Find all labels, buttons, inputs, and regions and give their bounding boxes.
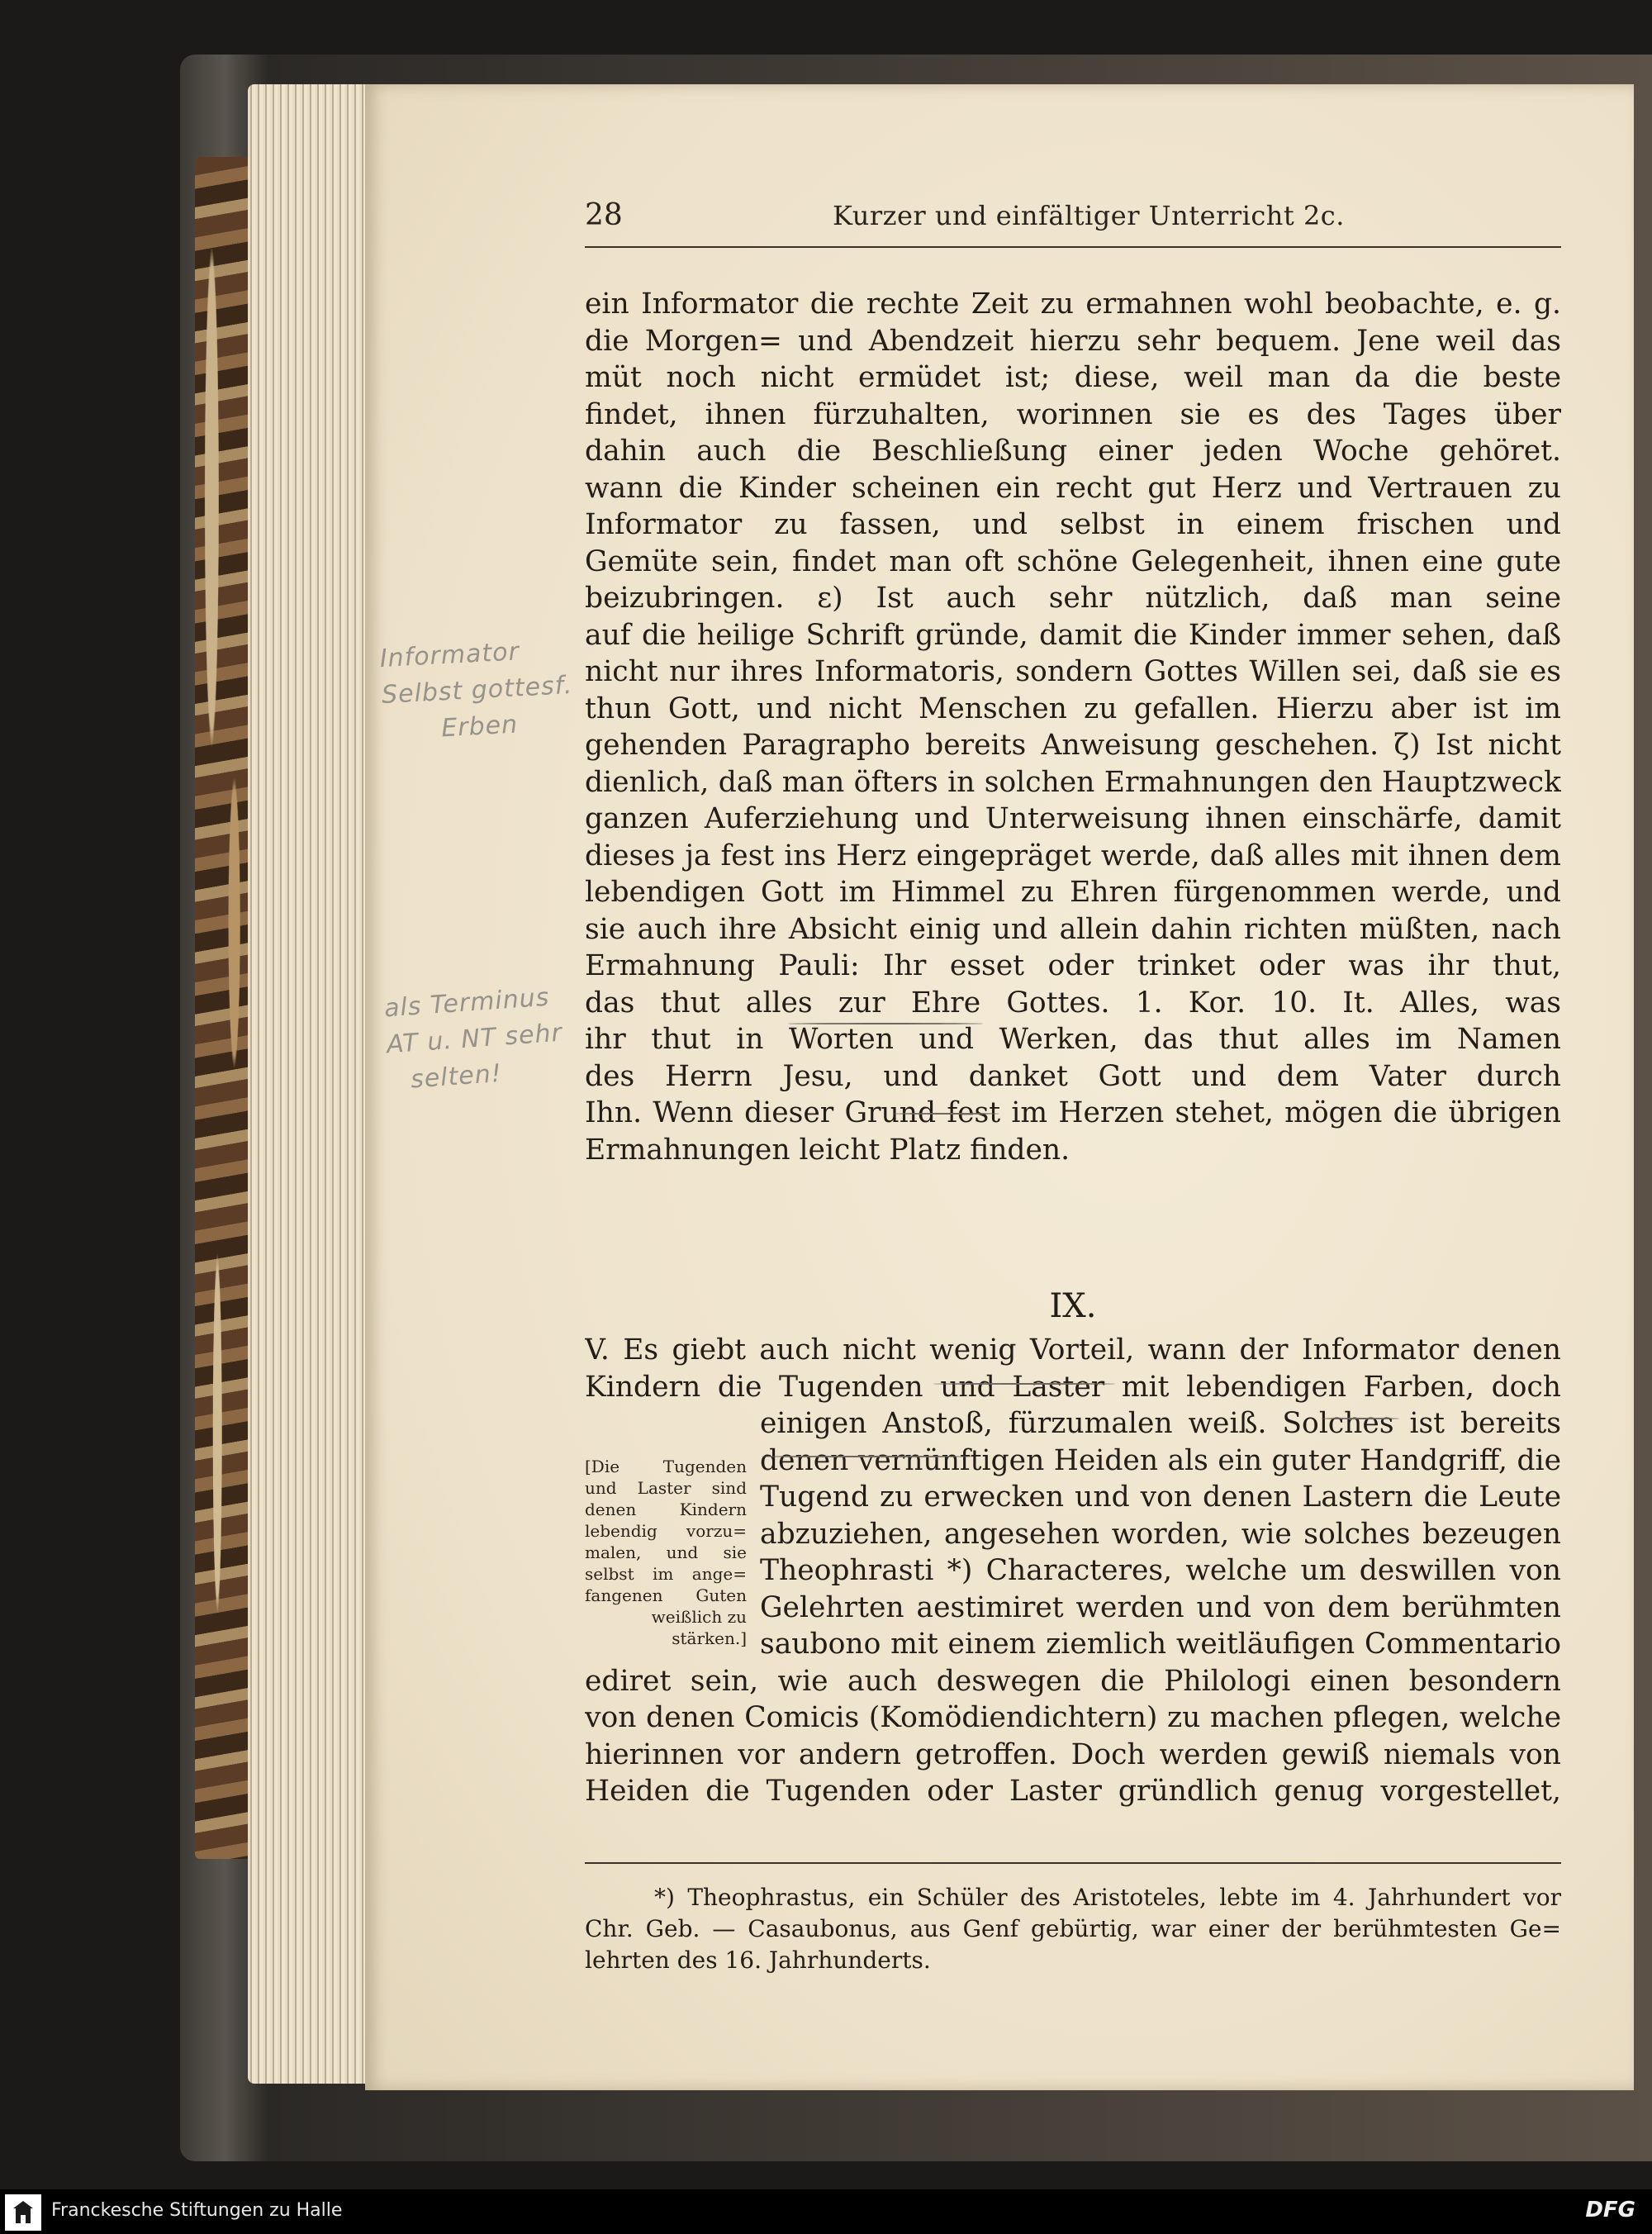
margin-note-line: weißlich zu (651, 1607, 747, 1627)
margin-note (585, 1456, 747, 1649)
text-line: Gelehrten aestimiret werden und von dem berühmten (760, 1590, 1561, 1624)
text-line: Ermahnungen leicht Platz finden. (585, 1133, 1070, 1167)
text-line: müt noch nicht ermüdet ist; diese, weil man da die beste (585, 361, 1561, 394)
text-line: Theophrasti *) Characteres, welche um deswillen von (760, 1554, 1561, 1587)
footnote-rule (585, 1862, 1561, 1864)
running-head: Kurzer und einfältiger Unterricht 2c. (833, 200, 1345, 231)
footnote-line: lehrten des 16. Jahrhunderts. (585, 1946, 931, 1974)
pencil-annotation (379, 631, 576, 750)
text-line: ediret sein, wie auch deswegen die Philologi einen besondern (585, 1664, 1561, 1698)
footnote-line: *) Theophrastus, ein Schüler des Aristoteles, lebte im 4. Jahrhundert vor (654, 1884, 1561, 1911)
pencil-underline (762, 1456, 973, 1457)
text-line: Informator zu fassen, und selbst in einem frischen und (585, 508, 1561, 541)
margin-note-line: [Die Tugenden (585, 1457, 747, 1476)
pencil-line: Selbst gottesf. (381, 670, 574, 711)
marbled-cover-edge (195, 157, 251, 1859)
text-line: einigen Anstoß, fürzumalen weiß. Solches ist bereits (760, 1407, 1561, 1440)
text-line: Heiden die Tugenden oder Laster gründlich genug vorgestellet, (585, 1775, 1561, 1808)
text-line: V. Es giebt auch nicht wenig Vorteil, wann der Informator denen (585, 1333, 1561, 1367)
text-line: saubono mit einem ziemlich weitläufigen Commentario (760, 1628, 1561, 1661)
text-line: hierinnen vor andern getroffen. Doch werden gewiß niemals von (585, 1737, 1561, 1771)
institution-name: Franckesche Stiftungen zu Halle (51, 2200, 343, 2221)
margin-note-line: und Laster sind (585, 1478, 747, 1498)
book-page (365, 84, 1634, 2090)
page-edges (248, 84, 380, 2084)
text-line: ein Informator die rechte Zeit zu ermahnen wohl beobachte, e. g. (585, 288, 1561, 321)
text-line: denen vernünftigen Heiden als ein guter Handgriff, die (760, 1443, 1561, 1477)
building-icon (11, 2198, 36, 2227)
page-number: 28 (585, 198, 623, 232)
margin-note-line: fangenen Guten (585, 1585, 747, 1605)
text-line: ganzen Auferziehung und Unterweisung ihnen einschärfe, damit (585, 802, 1561, 835)
text-line: die Morgen= und Abendzeit hierzu sehr bequem. Jene weil das (585, 324, 1561, 358)
text-line: Gemüte sein, findet man oft schöne Gelegenheit, ihnen eine gute (585, 544, 1561, 578)
text-line: Ihn. Wenn dieser Grund fest im Herzen stehet, mögen die übrigen (585, 1096, 1561, 1129)
pencil-line: Informator (378, 637, 520, 674)
text-line: Ermahnung Pauli: Ihr esset oder trinket oder was ihr thut, (585, 949, 1561, 982)
footnote-line: Chr. Geb. — Casaubonus, aus Genf gebürtig, war einer der berühmtesten Ge= (585, 1915, 1561, 1942)
text-line: nicht nur ihres Informatoris, sondern Gottes Willen sei, daß sie es (585, 655, 1561, 688)
brand-logo: DFG (1585, 2198, 1635, 2222)
text-line: auf die heilige Schrift gründe, damit die Kinder immer sehen, daß (585, 618, 1561, 652)
text-line: dienlich, daß man öfters in solchen Ermahnungen den Hauptzweck (585, 765, 1561, 799)
pencil-line: Erben (440, 710, 519, 744)
footnote (585, 1882, 1561, 1976)
viewer-footer (0, 2189, 1652, 2234)
text-line: ihr thut in Worten und Werken, das thut alles im Namen (585, 1023, 1561, 1056)
pencil-underline (933, 1383, 1115, 1385)
text-line: das thut alles zur Ehre Gottes. 1. Kor. 10. It. Alles, was (585, 986, 1561, 1020)
pencil-underline (788, 1023, 983, 1024)
text-line: lebendigen Gott im Himmel zu Ehren fürgenommen werde, und (585, 876, 1561, 909)
text-line: beizubringen. ε) Ist auch sehr nützlich, daß man seine (585, 582, 1561, 615)
margin-note-line: malen, und sie (585, 1542, 747, 1562)
pencil-annotation (383, 979, 567, 1100)
margin-note-line: stärken.] (672, 1628, 747, 1648)
text-line: gehenden Paragrapho bereits Anweisung geschehen. ζ) Ist nicht (585, 729, 1561, 762)
text-line: von denen Comicis (Komödiendichtern) zu machen pflegen, welche (585, 1701, 1561, 1734)
header-rule (585, 246, 1561, 248)
institution-logo-icon (5, 2194, 41, 2231)
section-heading: IX. (1049, 1287, 1097, 1325)
text-line: Kindern die Tugenden und Laster mit lebendigen Farben, doch (585, 1370, 1561, 1404)
margin-note-line: denen Kindern (585, 1500, 747, 1519)
text-line: sie auch ihre Absicht einig und allein dahin richten müßten, nach (585, 912, 1561, 946)
text-line: wann die Kinder scheinen ein recht gut Herz und Vertrauen zu (585, 471, 1561, 505)
pencil-line: selten! (410, 1058, 503, 1095)
margin-note-line: lebendig vorzu= (585, 1521, 747, 1541)
body-paragraph (585, 286, 1561, 1168)
text-line: abzuziehen, angesehen worden, wie solches bezeugen (760, 1517, 1561, 1551)
page-header (585, 198, 1561, 245)
text-line: thun Gott, und nicht Menschen zu gefallen. Hierzu aber ist im (585, 692, 1561, 725)
text-line: findet, ihnen fürzuhalten, worinnen sie es des Tages über (585, 397, 1561, 431)
text-line: Tugend zu erwecken und von denen Lastern die Leute (760, 1481, 1561, 1514)
text-line: des Herrn Jesu, und danket Gott und dem Vater durch (585, 1059, 1561, 1093)
text-line: dieses ja fest ins Herz eingepräget werde, daß alles mit ihnen dem (585, 839, 1561, 872)
margin-note-line: selbst im ange= (585, 1564, 747, 1584)
pencil-line: AT u. NT sehr (386, 1018, 563, 1060)
text-line: dahin auch die Beschließung einer jeden Woche gehöret. (585, 435, 1561, 468)
pencil-underline (1322, 1418, 1399, 1419)
pencil-line: als Terminus (382, 982, 551, 1024)
pencil-underline (894, 1113, 999, 1115)
